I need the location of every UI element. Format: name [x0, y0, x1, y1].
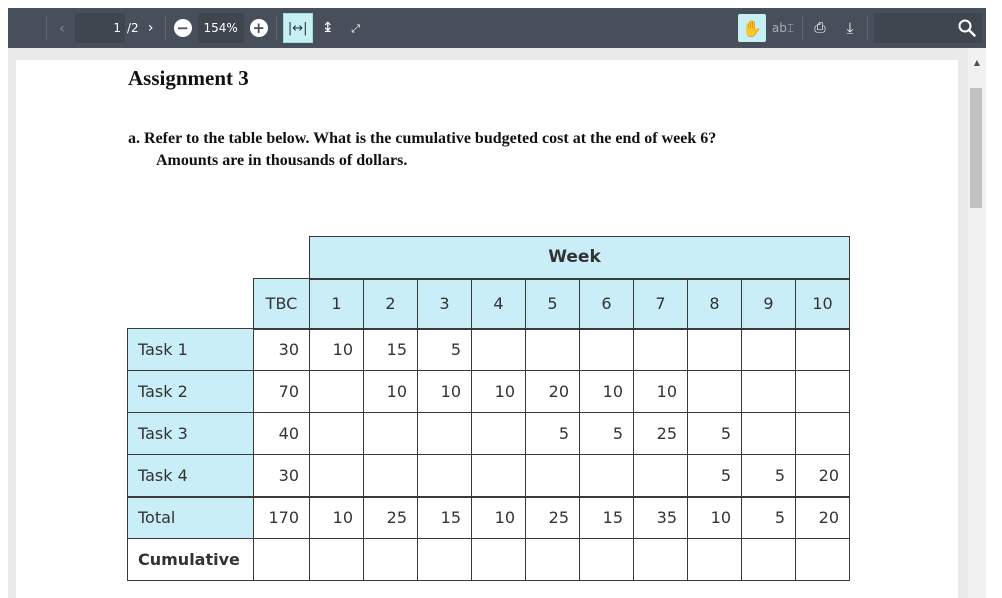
week-cell — [418, 413, 472, 455]
table-row — [128, 371, 850, 413]
week-cell — [796, 371, 850, 413]
week-cell — [310, 413, 364, 455]
table-row — [128, 329, 850, 371]
week-column-header: 2 — [364, 279, 418, 329]
week-column-header: 3 — [418, 279, 472, 329]
question-line-2: Amounts are in thousands of dollars. — [156, 152, 408, 169]
budget-table — [127, 236, 850, 581]
row-label: Task 3 — [128, 413, 254, 455]
sidebar-toggle-icon[interactable] — [14, 13, 44, 43]
week-column-header: 7 — [634, 279, 688, 329]
tbc-cell: 70 — [254, 371, 310, 413]
hand-tool-button[interactable]: ✋ — [738, 14, 766, 42]
week-cell: 10 — [580, 371, 634, 413]
week-cell — [364, 413, 418, 455]
week-cell — [310, 539, 364, 581]
toolbar-divider — [276, 16, 277, 40]
week-cell: 5 — [418, 329, 472, 371]
table-corner-blank — [128, 237, 254, 279]
toolbar-divider — [867, 16, 868, 40]
week-cell: 5 — [742, 497, 796, 539]
week-cell — [418, 455, 472, 497]
pdf-page — [16, 60, 958, 598]
fit-page-button[interactable]: ↨ — [321, 20, 334, 36]
table-row — [128, 539, 850, 581]
week-cell — [526, 329, 580, 371]
row-label: Task 4 — [128, 455, 254, 497]
week-cell — [472, 539, 526, 581]
zoom-out-button[interactable]: − — [174, 19, 192, 37]
week-cell: 25 — [634, 413, 688, 455]
week-column-header: 8 — [688, 279, 742, 329]
week-column-header: 10 — [796, 279, 850, 329]
table-corner-blank — [128, 279, 254, 329]
week-cell: 25 — [526, 497, 580, 539]
week-cell: 25 — [364, 497, 418, 539]
week-cell — [742, 413, 796, 455]
week-cell — [418, 539, 472, 581]
week-column-header: 1 — [310, 279, 364, 329]
week-cell — [634, 455, 688, 497]
zoom-in-button[interactable]: + — [250, 19, 268, 37]
tbc-cell: 170 — [254, 497, 310, 539]
week-cell — [580, 329, 634, 371]
print-button[interactable]: ⎙ — [814, 20, 826, 36]
week-cell: 20 — [796, 455, 850, 497]
week-cell: 10 — [472, 371, 526, 413]
week-cell — [634, 329, 688, 371]
pdf-toolbar — [8, 8, 986, 48]
week-cell — [742, 539, 796, 581]
table-row — [128, 455, 850, 497]
text-select-button[interactable]: ab⌶ — [771, 20, 795, 35]
week-cell: 10 — [310, 329, 364, 371]
row-label: Task 2 — [128, 371, 254, 413]
fullscreen-button[interactable]: ⤢ — [351, 21, 365, 35]
week-cell: 10 — [472, 497, 526, 539]
week-cell: 20 — [796, 497, 850, 539]
toolbar-divider — [802, 16, 803, 40]
tbc-cell: 30 — [254, 455, 310, 497]
week-cell: 10 — [634, 371, 688, 413]
week-cell — [364, 539, 418, 581]
question-text — [128, 128, 858, 172]
row-label: Total — [128, 497, 254, 539]
week-cell: 10 — [688, 497, 742, 539]
week-cell — [526, 455, 580, 497]
week-cell: 15 — [364, 329, 418, 371]
week-cell — [796, 329, 850, 371]
previous-page-button[interactable]: ‹ — [59, 19, 65, 37]
question-line-1: a. Refer to the table below. What is the cumulative budgeted cost at the end of week 6? — [128, 130, 717, 147]
table-row — [128, 413, 850, 455]
week-cell — [526, 539, 580, 581]
week-cell: 5 — [742, 455, 796, 497]
download-button[interactable]: ⤓ — [846, 19, 854, 37]
week-column-header: 4 — [472, 279, 526, 329]
week-column-header: 5 — [526, 279, 580, 329]
tbc-header: TBC — [254, 279, 310, 329]
tbc-cell: 30 — [254, 329, 310, 371]
week-cell: 10 — [310, 497, 364, 539]
week-cell: 10 — [364, 371, 418, 413]
week-column-header: 6 — [580, 279, 634, 329]
week-cell — [688, 329, 742, 371]
scroll-up-arrow-icon[interactable]: ▲ — [973, 58, 981, 67]
week-cell: 5 — [526, 413, 580, 455]
week-cell — [580, 539, 634, 581]
row-label: Task 1 — [128, 329, 254, 371]
vertical-scrollbar[interactable] — [968, 48, 986, 598]
week-cell — [310, 371, 364, 413]
week-cell: 15 — [418, 497, 472, 539]
week-cell — [796, 413, 850, 455]
week-cell — [472, 455, 526, 497]
week-cell — [472, 329, 526, 371]
search-icon[interactable] — [958, 19, 976, 37]
page-title: Assignment 3 — [128, 66, 249, 90]
document-viewer[interactable] — [8, 48, 968, 598]
zoom-level-display[interactable]: 154% — [198, 13, 244, 43]
week-cell: 10 — [418, 371, 472, 413]
week-cell — [742, 329, 796, 371]
week-cell — [796, 539, 850, 581]
next-page-button[interactable]: › — [147, 20, 154, 36]
toolbar-divider — [46, 16, 47, 40]
week-cell — [580, 455, 634, 497]
week-column-header: 9 — [742, 279, 796, 329]
week-cell: 20 — [526, 371, 580, 413]
week-cell: 5 — [688, 413, 742, 455]
window-edge — [986, 0, 1002, 598]
page-number-input[interactable]: 1 — [75, 13, 125, 43]
week-cell: 5 — [688, 455, 742, 497]
week-header: Week — [310, 237, 850, 279]
search-input[interactable] — [874, 13, 982, 43]
table-row — [128, 497, 850, 539]
week-cell — [472, 413, 526, 455]
row-label: Cumulative — [128, 539, 254, 581]
scrollbar-thumb[interactable] — [970, 88, 982, 208]
week-cell: 15 — [580, 497, 634, 539]
week-cell — [742, 371, 796, 413]
week-cell — [688, 539, 742, 581]
week-cell — [634, 539, 688, 581]
table-corner-blank — [254, 237, 310, 279]
week-cell — [364, 455, 418, 497]
week-cell: 5 — [580, 413, 634, 455]
toolbar-divider — [165, 16, 166, 40]
week-cell — [688, 371, 742, 413]
week-cell: 35 — [634, 497, 688, 539]
week-cell — [310, 455, 364, 497]
tbc-cell — [254, 539, 310, 581]
tbc-cell: 40 — [254, 413, 310, 455]
page-total-label: /2 — [127, 21, 139, 35]
fit-width-button[interactable]: |↔| — [283, 13, 313, 43]
